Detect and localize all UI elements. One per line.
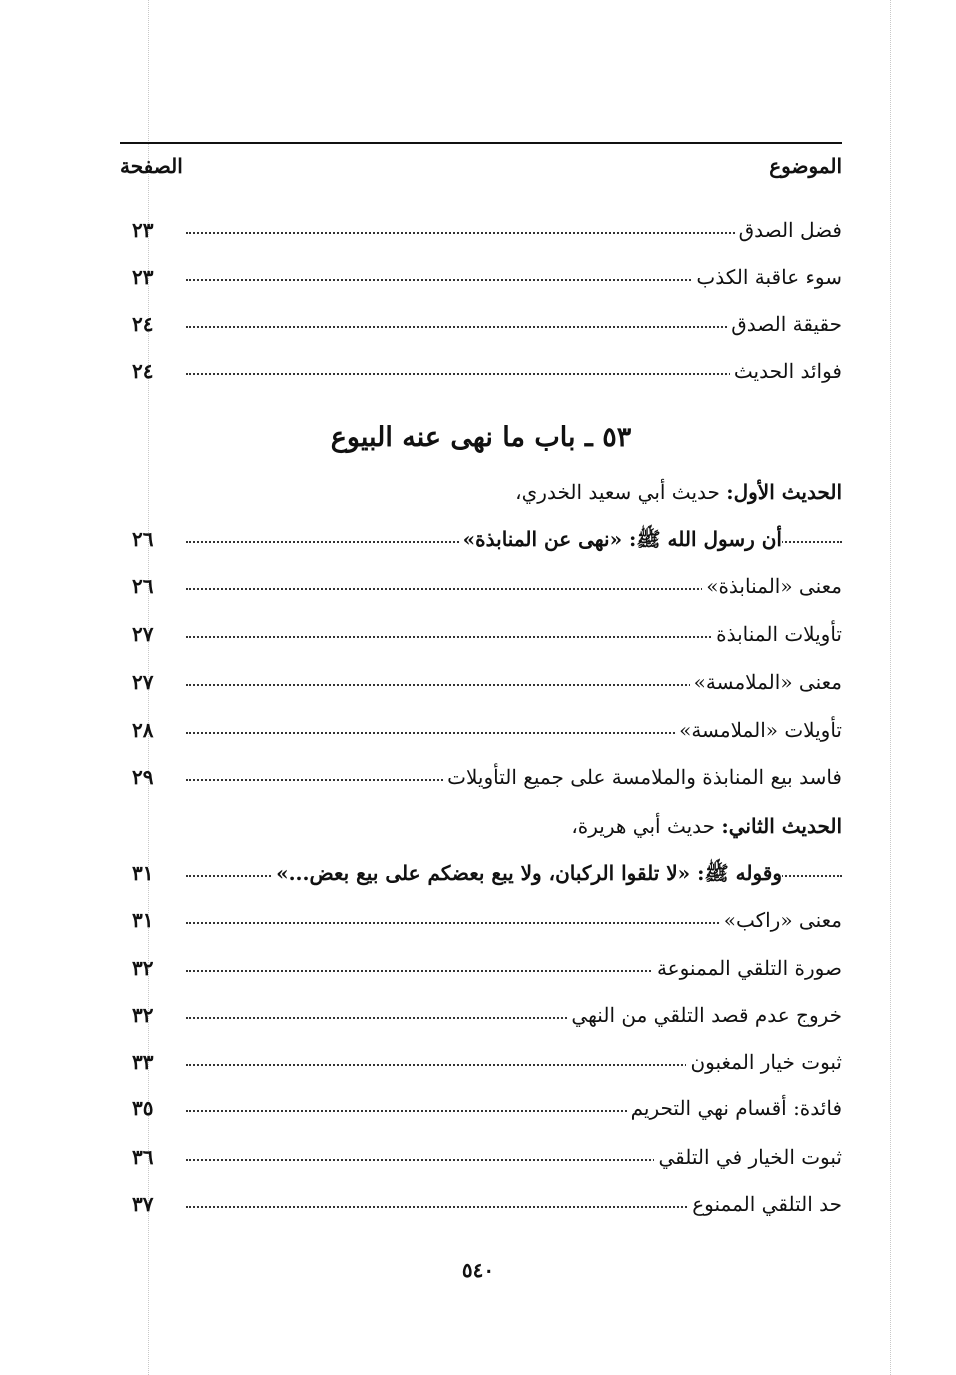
entry-page: ٣١ [132, 861, 154, 885]
entry-page: ٣١ [132, 908, 154, 932]
entry-page: ٣٣ [132, 1050, 154, 1074]
topic-column-header: الموضوع [769, 154, 842, 178]
hadith-heading [571, 806, 842, 846]
toc-entry [120, 1042, 842, 1082]
toc-entry [120, 1184, 842, 1224]
toc-entry [120, 900, 842, 940]
chapter-heading: ٥٣ ـ باب ما نهى عنه البيوع [330, 422, 632, 453]
entry-title: خروج عدم قصد التلقي من النهي [567, 995, 842, 1035]
entry-title: تأويلات «الملامسة» [675, 710, 842, 750]
entry-title: معنى «المنابذة» [702, 566, 842, 606]
entry-title: وقوله ﷺ: «لا تلقوا الركبان، ولا يبع بعضكم على بيع بعض...» [272, 853, 782, 893]
toc-entry [120, 304, 842, 344]
toc-entry [120, 853, 842, 893]
entry-title: فائدة: أقسام نهي التحريم [627, 1088, 842, 1128]
hadith-label: الحديث الثاني: [721, 814, 842, 838]
hadith-heading [515, 472, 842, 512]
entry-page: ٢٦ [132, 527, 154, 551]
entry-page: ٢٩ [132, 765, 154, 789]
entry-page: ٣٢ [132, 1003, 154, 1027]
entry-page: ٢٨ [132, 718, 154, 742]
entry-page: ٢٧ [132, 622, 154, 646]
hadith-label: الحديث الأول: [726, 480, 842, 504]
entry-title: أن رسول الله ﷺ: «نهى عن المنابذة» [459, 519, 782, 559]
entry-page: ٢٧ [132, 670, 154, 694]
toc-entry [120, 1088, 842, 1128]
entry-title: صورة التلقي الممنوعة [653, 948, 842, 988]
entry-title: ثبوت خيار المغبون [686, 1042, 842, 1082]
entry-page: ٢٦ [132, 574, 154, 598]
entry-title: معنى «الملامسة» [690, 662, 842, 702]
entry-title: معنى «راكب» [720, 900, 842, 940]
toc-entry [120, 662, 842, 702]
toc-entry [120, 566, 842, 606]
entry-page: ٢٣ [132, 265, 154, 289]
entry-title: حقيقة الصدق [727, 304, 842, 344]
header-rule [120, 142, 842, 144]
toc-entry [120, 995, 842, 1035]
page-number: ٥٤٠ [461, 1258, 495, 1282]
toc-entry [120, 710, 842, 750]
page-column-header: الصفحة [120, 154, 183, 178]
entry-title: فضل الصدق [735, 210, 842, 250]
entry-page: ٢٤ [132, 359, 154, 383]
entry-title: تأويلات المنابذة [712, 614, 842, 654]
hadith-source: حديث أبي هريرة، [571, 814, 716, 838]
toc-entry [120, 257, 842, 297]
entry-title: ثبوت الخيار في التلقي [654, 1137, 842, 1177]
toc-entry [120, 948, 842, 988]
entry-page: ٣٢ [132, 956, 154, 980]
toc-entry [120, 351, 842, 391]
entry-page: ٣٦ [132, 1145, 154, 1169]
toc-entry [120, 1137, 842, 1177]
hadith-source: حديث أبي سعيد الخدري، [515, 480, 720, 504]
entry-page: ٢٣ [132, 218, 154, 242]
entry-title: فاسد بيع المنابذة والملامسة على جميع التأويلات [443, 757, 842, 797]
toc-entry [120, 210, 842, 250]
entry-page: ٣٥ [132, 1096, 154, 1120]
toc-entry [120, 519, 842, 559]
entry-title: سوء عاقبة الكذب [692, 257, 842, 297]
entry-title: حد التلقي الممنوع [688, 1184, 842, 1224]
entry-title: فوائد الحديث [730, 351, 842, 391]
entry-page: ٣٧ [132, 1192, 154, 1216]
toc-entry [120, 614, 842, 654]
entry-page: ٢٤ [132, 312, 154, 336]
toc-entry [120, 757, 842, 797]
scan-edge-line [890, 0, 891, 1375]
